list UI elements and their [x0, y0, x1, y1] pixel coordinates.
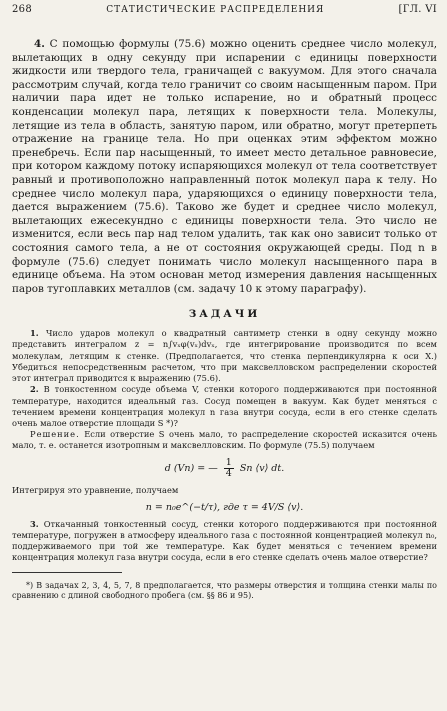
task-2: [12, 384, 437, 429]
task-2-text: В тонкостенном сосуде объема V, стенки которого поддерживаются при постоянной температуре, находится идеальный газ. Сосуд помещен в вакуум. Как будет меняться с течением времени концентрация молекул n газа внутри сосуда, если в его стенке сделать очень малое отверстие площади S *)?: [12, 384, 438, 428]
formula-exponential: n = n₀e^(−t/τ), где τ = 4V/S ⟨v⟩.: [145, 501, 304, 513]
formula-dvn: [12, 458, 437, 479]
integrate-line: Интегрируя это уравнение, получаем: [12, 484, 179, 495]
task-1-text: Число ударов молекул о квадратный сантиметр стенки в одну секунду можно представить интегралом z = n∫vₓφ(vₓ)dvₓ, где интегрирование производится по всем молекулам, летящим к стенке. (Предполагается, что стенка перпендикулярна к оси X.) Убедиться непосредственным расчетом, что при максвелловском распределении скоростей этот интеграл приводится к выражению (75.6).: [12, 328, 437, 384]
footnote-divider: [12, 572, 122, 573]
task-2-solution: [12, 429, 437, 451]
footnote: *) В задачах 2, 3, 4, 5, 7, 8 предполагается, что размеры отверстия и толщина стенки малы по сравнению с длиной свободного пробега (см. §§ 86 и 95).: [12, 580, 437, 601]
formula-fraction: [224, 458, 234, 479]
chapter-label: [ГЛ. VI: [398, 4, 437, 15]
page-header: [12, 0, 437, 22]
solution-text: Если отверстие S очень мало, то распределение скоростей исказится очень мало, т. е. останется изотропным и максвелловским. По формуле (75.5) получаем: [12, 429, 437, 451]
task-2-number: 2.: [30, 384, 39, 395]
formula-dvn-left: d (Vn) = —: [164, 462, 218, 474]
fraction-denominator: 4: [225, 467, 232, 479]
section-4-paragraph: [12, 38, 437, 296]
formula-dvn-right: Sn ⟨v⟩ dt.: [239, 462, 285, 474]
task-3: [12, 519, 437, 564]
task-1: [12, 328, 437, 384]
running-title: СТАТИСТИЧЕСКИЕ РАСПРЕДЕЛЕНИЯ: [106, 5, 325, 15]
section-text: С помощью формулы (75.6) можно оценить среднее число молекул, вылетающих в одну секунду при испарении с единицы поверхности жидкости или твердого тела, граничащей с вакуумом. Для этого сначала рассмотрим случай, когда тело граничит со своим насыщенным паром. При наличии пара идет не только испарение, но и обратный процесс конденсации молекул пара, летящих к поверхности тела. Молекулы, летящие из тела в область, занятую паром, или обратно, могут претерпеть отражение на границе тела. Но при оценках этим эффектом можно пренебречь. Если пар насыщенный, то имеет место детальное равновесие, при котором каждому потоку испаряющихся молекул от тела соответствует равный и противоположно направленный поток молекул пара к телу. Но среднее число молекул пара, ударяющихся о единицу поверхности тела, дается выражением (75.6). Таково же будет и среднее число молекул, вылетающих ежесекундно с единицы поверхности тела. Это число не изменится, если весь пар над телом удалить, так как оно зависит только от состояния самого тела, а не от состояния окружающей среды. Под n в формуле (75.6) следует понимать число молекул насыщенного пара в единице объема. На этом основан метод измерения давления насыщенных паров тугоплавких металлов (см. задачу 10 к этому параграфу).: [12, 38, 437, 295]
fraction-numerator: 1: [225, 456, 232, 468]
tasks-heading: ЗАДАЧИ: [188, 308, 261, 321]
section-number: 4.: [34, 38, 45, 50]
page-number: 268: [12, 4, 32, 15]
task-1-number: 1.: [30, 328, 39, 339]
task-3-number: 3.: [30, 518, 39, 529]
solution-label: Решение.: [30, 429, 80, 440]
task-3-text: Откачанный тонкостенный сосуд, стенки которого поддерживаются при постоянной температуре, погружен в атмосферу идеального газа с постоянной концентрацией молекул n₀, поддерживаемого при той же температуре. Как будет меняться с течением времени концентрация молекул газа внутри сосуда, если в его стенке сделать очень малое отверстие?: [12, 518, 438, 563]
